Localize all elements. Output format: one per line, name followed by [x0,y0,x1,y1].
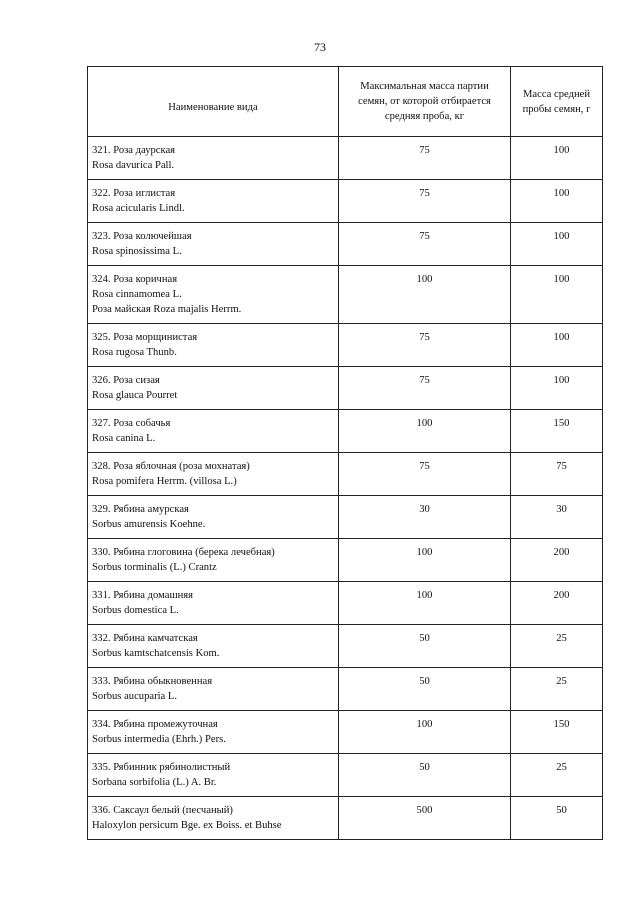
avg-sample-mass-cell: 100 [511,223,603,266]
avg-sample-mass-cell: 75 [511,453,603,496]
species-name-cell [88,410,339,453]
header-row [88,67,603,137]
table-row [88,625,603,668]
species-name-cell [88,539,339,582]
species-name-cell [88,266,339,324]
avg-sample-mass-cell: 25 [511,754,603,797]
page-number: 73 [314,40,326,54]
species-latin-name: Sorbus torminalis (L.) Crantz [92,562,217,573]
species-russian-name: 323. Роза колючейшая [92,231,192,242]
table-row [88,711,603,754]
species-russian-name: 324. Роза коричная [92,274,178,285]
header-avg-sample-mass [511,67,603,137]
species-latin-name: Rosa spinosissima L. [92,246,182,257]
species-russian-name: 333. Рябина обыкновенная [92,676,213,687]
species-russian-name: 321. Роза даурская [92,145,176,156]
species-russian-name: 325. Роза морщинистая [92,332,198,343]
max-batch-mass-cell: 500 [339,797,511,840]
header-max-line: средняя проба, кг [384,111,465,122]
species-russian-name: 329. Рябина амурская [92,504,189,515]
avg-sample-mass-cell: 50 [511,797,603,840]
species-russian-name: 330. Рябина глоговина (берека лечебная) [92,547,275,558]
species-latin-name: Rosa acicularis Lindl. [92,203,185,214]
header-species-name: Наименование вида [88,67,339,137]
table-row [88,223,603,266]
avg-sample-mass-cell: 100 [511,266,603,324]
table-row [88,797,603,840]
avg-sample-mass-cell: 30 [511,496,603,539]
max-batch-mass-cell: 30 [339,496,511,539]
avg-sample-mass-cell: 100 [511,137,603,180]
avg-sample-mass-cell: 100 [511,324,603,367]
species-latin-name: Rosa rugosa Thunb. [92,347,177,358]
species-russian-name: 331. Рябина домашняя [92,590,194,601]
species-latin-name: Rosa cinnamomea L. [92,289,182,300]
species-russian-name: 327. Роза собачья [92,418,171,429]
max-batch-mass-cell: 75 [339,324,511,367]
species-latin-name: Sorbana sorbifolia (L.) A. Br. [92,777,217,788]
species-russian-name: 336. Саксаул белый (песчаный) [92,805,233,816]
table-row [88,496,603,539]
max-batch-mass-cell: 100 [339,711,511,754]
table-row [88,668,603,711]
species-latin-name: Rosa glauca Pourret [92,390,178,401]
seed-mass-table [87,66,603,840]
table-row [88,180,603,223]
table-row [88,539,603,582]
table-header [88,67,603,137]
avg-sample-mass-cell: 100 [511,367,603,410]
species-name-cell [88,453,339,496]
max-batch-mass-cell: 75 [339,367,511,410]
species-russian-name: 335. Рябинник рябинолистный [92,762,231,773]
max-batch-mass-cell: 100 [339,410,511,453]
max-batch-mass-cell: 100 [339,539,511,582]
species-russian-name: 322. Роза иглистая [92,188,176,199]
header-max-batch-mass [339,67,511,137]
species-extra-name: Роза майская Roza majalis Herrm. [92,304,242,315]
species-name-cell [88,137,339,180]
max-batch-mass-cell: 75 [339,137,511,180]
species-name-cell [88,625,339,668]
species-latin-name: Sorbus aucuparia L. [92,691,178,702]
species-latin-name: Rosa davurica Pall. [92,160,175,171]
species-latin-name: Sorbus domestica L. [92,605,179,616]
species-name-cell [88,496,339,539]
avg-sample-mass-cell: 150 [511,410,603,453]
avg-sample-mass-cell: 150 [511,711,603,754]
species-name-cell [88,711,339,754]
header-avg-line: Масса средней [523,88,590,100]
max-batch-mass-cell: 100 [339,582,511,625]
table-row [88,582,603,625]
table-row [88,754,603,797]
max-batch-mass-cell: 100 [339,266,511,324]
header-max-line: Максимальная масса партии [360,81,489,92]
max-batch-mass-cell: 75 [339,453,511,496]
table-row [88,137,603,180]
species-name-cell [88,324,339,367]
species-russian-name: 326. Роза сизая [92,375,160,386]
header-max-line: семян, от которой отбирается [358,96,491,107]
max-batch-mass-cell: 50 [339,668,511,711]
species-name-cell [88,367,339,410]
species-latin-name: Haloxylon persicum Bge. ex Boiss. et Buhse [92,820,282,831]
species-latin-name: Sorbus intermedia (Ehrh.) Pers. [92,734,226,745]
table-row [88,324,603,367]
max-batch-mass-cell: 75 [339,180,511,223]
table-row [88,367,603,410]
species-name-cell [88,797,339,840]
species-name-cell [88,223,339,266]
species-russian-name: 332. Рябина камчатская [92,633,198,644]
avg-sample-mass-cell: 25 [511,668,603,711]
species-name-cell [88,180,339,223]
avg-sample-mass-cell: 200 [511,539,603,582]
table-body [88,137,603,840]
species-russian-name: 328. Роза яблочная (роза мохнатая) [92,461,250,472]
table-row [88,266,603,324]
max-batch-mass-cell: 75 [339,223,511,266]
species-name-cell [88,668,339,711]
max-batch-mass-cell: 50 [339,754,511,797]
table-row [88,453,603,496]
species-russian-name: 334. Рябина промежуточная [92,719,218,730]
header-avg-line: пробы семян, г [522,103,591,115]
species-latin-name: Sorbus kamtschatcensis Kom. [92,648,220,659]
species-latin-name: Rosa canina L. [92,433,156,444]
avg-sample-mass-cell: 25 [511,625,603,668]
species-latin-name: Rosa pomifera Herrm. (villosa L.) [92,476,237,487]
max-batch-mass-cell: 50 [339,625,511,668]
avg-sample-mass-cell: 200 [511,582,603,625]
species-latin-name: Sorbus amurensis Koehne. [92,519,206,530]
avg-sample-mass-cell: 100 [511,180,603,223]
table-row [88,410,603,453]
species-name-cell [88,754,339,797]
species-name-cell [88,582,339,625]
